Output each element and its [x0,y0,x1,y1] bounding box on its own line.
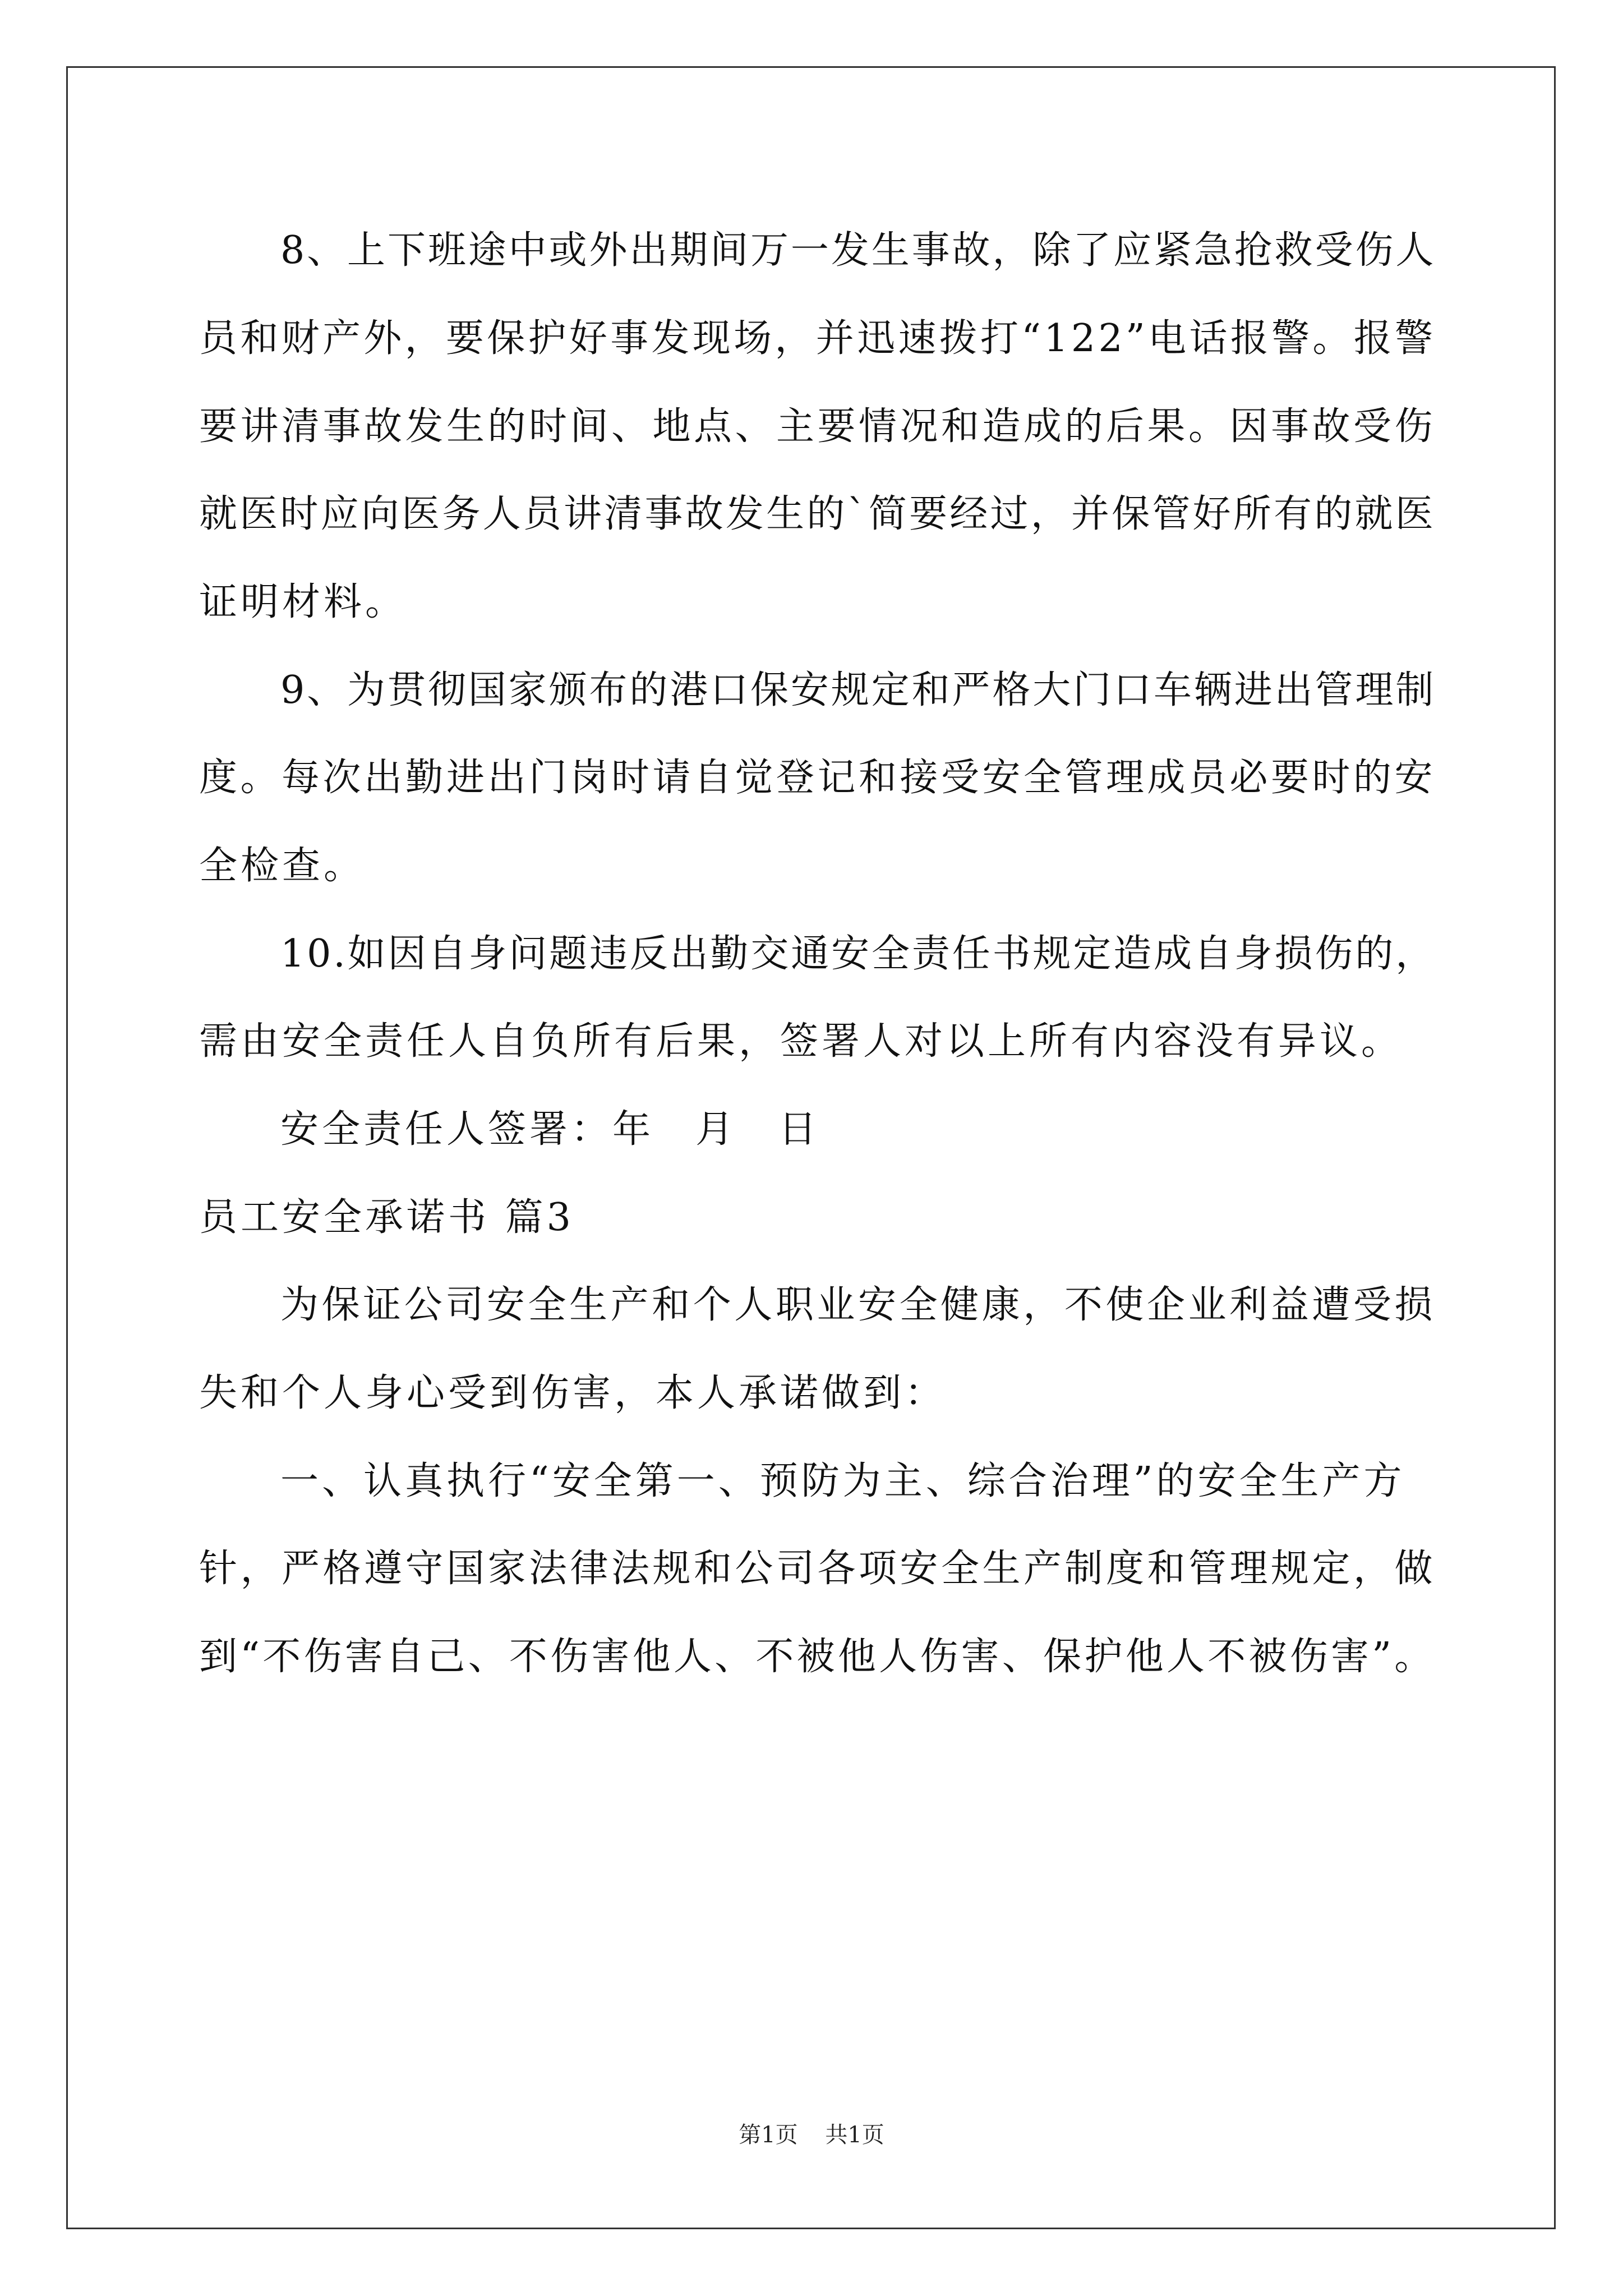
section-heading: 员工安全承诺书 篇3 [199,1195,574,1240]
page-footer [0,2124,1623,2146]
intro-line-1: 为保证公司安全生产和个人职业安全健康，不使企业利益遭受损 [280,1283,1436,1327]
page-total: 共1页 [825,2122,884,2148]
paragraph-9-line-2: 度。每次出勤进出门岗时请自觉登记和接受安全管理成员必要时的安 [199,756,1436,800]
paragraph-8-line-4: 就医时应向医务人员讲清事故发生的`简要经过，并保管好所有的就医 [199,492,1436,536]
paragraph-8-line-3: 要讲清事故发生的时间、地点、主要情况和造成的后果。因事故受伤 [199,404,1436,449]
item-one-line-3: 到“不伤害自己、不伤害他人、不被他人伤害、保护他人不被伤害”。 [199,1635,1436,1679]
paragraph-10-line-2: 需由安全责任人自负所有后果，签署人对以上所有内容没有异议。 [199,1019,1403,1064]
signature-line: 安全责任人签署：年 月 日 [280,1107,820,1152]
paragraph-8-line-1: 8、上下班途中或外出期间万一发生事故，除了应紧急抢救受伤人 [280,228,1436,273]
paragraph-8-line-2: 员和财产外，要保护好事发现场，并迅速拨打“122”电话报警。报警 [199,316,1436,361]
item-one-line-2: 针，严格遵守国家法律法规和公司各项安全生产制度和管理规定，做 [199,1547,1436,1591]
paragraph-10-line-1: 10.如因自身问题违反出勤交通安全责任书规定造成自身损伤的， [280,932,1436,976]
paragraph-9-line-1: 9、为贯彻国家颁布的港口保安规定和严格大门口车辆进出管理制 [280,668,1436,712]
paragraph-8-line-5: 证明材料。 [199,580,407,624]
intro-line-2: 失和个人身心受到伤害，本人承诺做到： [199,1371,947,1415]
page-number: 第1页 [739,2122,798,2148]
paragraph-9-line-3: 全检查。 [199,844,366,888]
item-one-line-1: 一、认真执行“安全第一、预防为主、综合治理”的安全生产方 [280,1459,1405,1503]
